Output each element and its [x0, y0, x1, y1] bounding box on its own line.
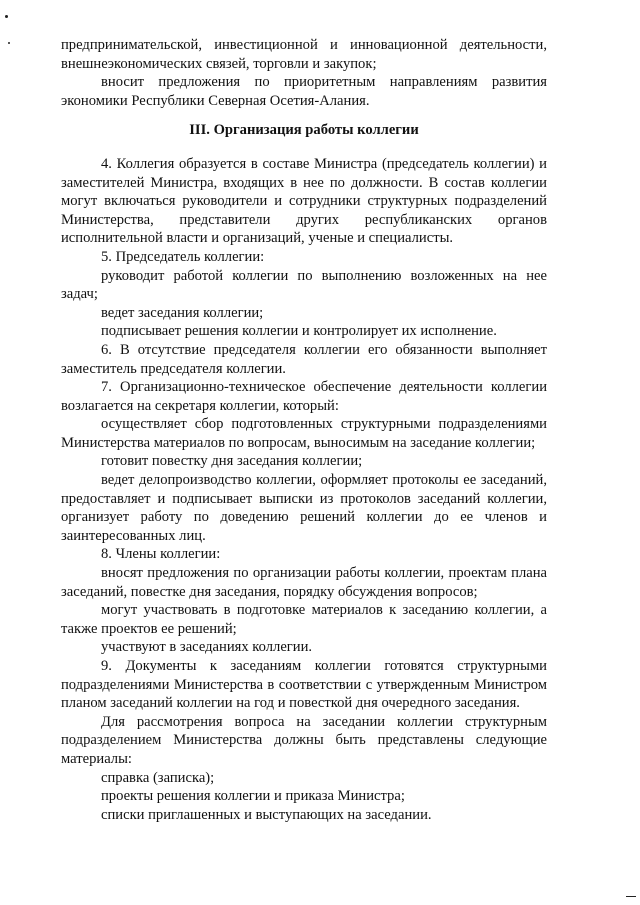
paragraph: могут участвовать в подготовке материалов к заседанию коллегии, а также проектов ее решений;	[61, 602, 547, 637]
document-body	[61, 36, 547, 824]
section-heading: III. Организация работы коллегии	[189, 122, 419, 139]
scan-mark	[626, 896, 636, 897]
paragraph: готовит повестку дня заседания коллегии;	[101, 453, 363, 470]
paragraph: Для рассмотрения вопроса на заседании коллегии структурным подразделением Министерства должны быть представлены следующие материалы:	[61, 713, 547, 767]
paragraph: руководит работой коллегии по выполнению возложенных на нее задач;	[61, 267, 547, 303]
paragraph: ведет делопроизводство коллегии, оформляет протоколы ее заседаний, предоставляет и подписывает выписки из протоколов заседаний коллегии, организует работу по доведению решений коллегии до ее членов и заинтересованных лиц.	[61, 472, 547, 544]
paragraph: 9. Документы к заседаниям коллегии готовятся структурными подразделениями Министерства в соответствии с утвержденным Министром планом заседаний коллегии на год и повесткой дня очередного заседания.	[61, 658, 547, 712]
paragraph: предпринимательской, инвестиционной и инновационной деятельности, внешнеэкономических связей, торговли и закупок;	[61, 37, 547, 72]
paragraph: 8. Члены коллегии:	[101, 546, 221, 563]
paragraph: подписывает решения коллегии и контролирует их исполнение.	[101, 323, 497, 340]
paragraph: 7. Организационно-техническое обеспечение деятельности коллегии возлагается на секретаря коллегии, который:	[61, 379, 547, 414]
paragraph: 6. В отсутствие председателя коллегии его обязанности выполняет заместитель председателя коллегии.	[61, 341, 547, 377]
paragraph: вносит предложения по приоритетным направлениям развития экономики Республики Северная Осетия-Алания.	[61, 74, 547, 109]
paragraph: 5. Председатель коллегии:	[101, 248, 265, 265]
scan-speck	[5, 15, 8, 18]
paragraph: проекты решения коллегии и приказа Министра;	[101, 788, 405, 805]
paragraph: справка (записка);	[101, 769, 215, 786]
paragraph: списки приглашенных и выступающих на заседании.	[101, 806, 432, 823]
paragraph: 4. Коллегия образуется в составе Министра (председатель коллегии) и заместителей Министра, входящих в нее по должности. В состав коллегии могут включаться руководители и сотрудники структурных подразделений Министерства, представители других республиканских органов исполнительной власти и организаций, ученые и специалисты.	[61, 155, 547, 247]
paragraph: вносят предложения по организации работы коллегии, проектам плана заседаний, повестке дня заседания, порядку обсуждения вопросов;	[61, 565, 547, 600]
paragraph: ведет заседания коллегии;	[101, 304, 264, 321]
paragraph: участвуют в заседаниях коллегии.	[101, 639, 313, 656]
paragraph: осуществляет сбор подготовленных структурными подразделениями Министерства материалов по вопросам, выносимым на заседание коллегии;	[61, 416, 547, 451]
scan-speck	[8, 42, 10, 44]
